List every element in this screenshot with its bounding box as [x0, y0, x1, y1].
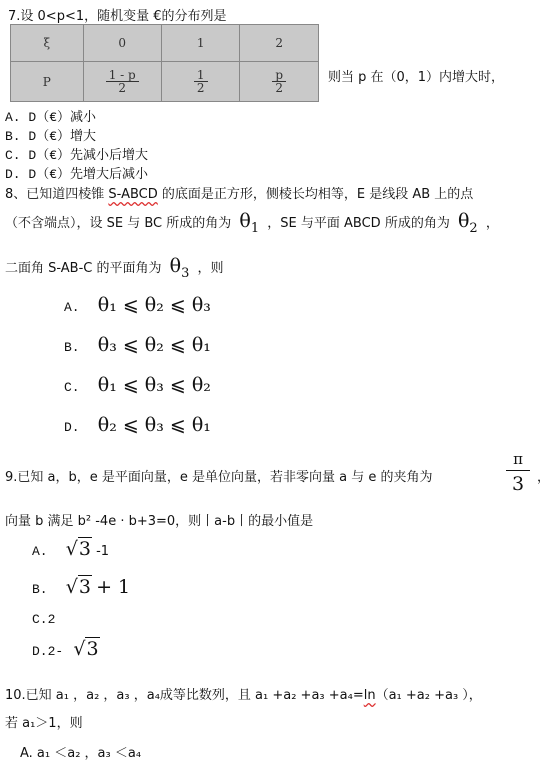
- theta-glyph: θ: [239, 210, 251, 232]
- theta2-symbol: [457, 210, 478, 236]
- fraction-numerator: π: [506, 450, 530, 471]
- table-cell: 2: [240, 25, 319, 62]
- q9-option-d: [32, 638, 100, 660]
- option-expression: θ₁ ⩽ θ₂ ⩽ θ₃: [97, 294, 211, 316]
- table-cell: [83, 62, 161, 102]
- q8-text: 8、已知道四棱锥: [5, 187, 109, 202]
- table-cell: 1: [161, 25, 239, 62]
- fraction: [194, 69, 208, 95]
- q10-line2: 若 a₁＞1，则: [5, 716, 83, 731]
- q8-option-c: [64, 374, 211, 396]
- q8-line2: [5, 210, 499, 236]
- radicand: 3: [86, 638, 99, 660]
- table-cell: [240, 62, 319, 102]
- q7-option-a: A. D（€）减小: [5, 110, 97, 125]
- q10-text: 10.已知 a₁ ，a₂ ，a₃ ，a₄成等比数列，且 a₁ +a₂ +a₃ +a₄=: [5, 688, 364, 703]
- q8-pyramid-name: S-ABCD: [108, 187, 158, 202]
- fraction-denominator: 2: [118, 81, 127, 96]
- theta-glyph: θ: [169, 255, 182, 277]
- theta1-symbol: [239, 210, 260, 236]
- option-expression: θ₃ ⩽ θ₂ ⩽ θ₁: [97, 334, 211, 356]
- q9-line1-end: ，: [537, 470, 551, 485]
- option-label: A.: [32, 544, 48, 559]
- sqrt-expression: √3: [73, 638, 99, 660]
- theta3-symbol: [169, 255, 190, 281]
- fraction-numerator: 1 - p: [106, 69, 139, 83]
- q8-text: ，: [485, 216, 499, 231]
- q8-text: 的底面是正方形，侧棱长均相等，E 是线段 AB 上的点: [157, 187, 474, 202]
- distribution-table: [10, 24, 319, 102]
- fraction-denominator: 2: [275, 81, 284, 96]
- sqrt-expression: √3: [65, 538, 91, 560]
- q8-line3: [5, 255, 224, 281]
- option-label: C.: [64, 380, 80, 395]
- option-label: D.: [64, 420, 80, 435]
- q8-text: 二面角 S-AB-C 的平面角为: [5, 261, 162, 276]
- theta-glyph: θ: [457, 210, 470, 232]
- theta-subscript: 3: [181, 265, 190, 281]
- fraction-denominator: 3: [511, 473, 525, 495]
- radicand: 3: [78, 576, 91, 598]
- q9-option-a: [32, 538, 109, 560]
- q8-text: （不含端点），设 SE 与 BC 所成的角为: [5, 216, 232, 231]
- q8-text: ，则: [197, 261, 224, 276]
- q9-option-c: C.2: [32, 612, 56, 627]
- q10-option-a: A. a₁ ＜a₂ ，a₃ ＜a₄: [20, 746, 142, 761]
- option-expression: θ₁ ⩽ θ₃ ⩽ θ₂: [97, 374, 211, 396]
- option-label: A.: [64, 300, 80, 315]
- q9-line2: 向量 b 满足 b² -4e · b+3=0，则丨a-b丨的最小值是: [5, 514, 314, 529]
- q8-line1: [5, 183, 473, 202]
- option-tail: -1: [96, 544, 110, 559]
- option-tail: + 1: [96, 576, 131, 598]
- q7-option-d: D. D（€）先增大后减小: [5, 167, 149, 182]
- q7-after-table: 则当 p 在（0，1）内增大时，: [328, 70, 505, 85]
- q10-line1: [5, 684, 482, 703]
- option-label: D.2-: [32, 644, 64, 659]
- q7-option-b: B. D（€）增大: [5, 129, 97, 144]
- q8-option-a: [64, 294, 211, 316]
- option-label: B.: [32, 582, 48, 597]
- table-cell: 0: [83, 25, 161, 62]
- fraction-numerator: p: [272, 69, 286, 83]
- theta-subscript: 1: [250, 220, 260, 236]
- option-label: B.: [64, 340, 80, 355]
- fraction: [272, 69, 286, 95]
- table-cell: P: [11, 62, 84, 102]
- theta-subscript: 2: [469, 220, 478, 236]
- fraction-denominator: 2: [196, 81, 205, 96]
- q7-option-c: C. D（€）先减小后增大: [5, 148, 149, 163]
- table-cell: [161, 62, 239, 102]
- fraction: [106, 69, 139, 95]
- q8-option-b: [64, 334, 211, 356]
- option-expression: θ₂ ⩽ θ₃ ⩽ θ₁: [97, 414, 211, 436]
- pi-over-3-fraction: [506, 450, 530, 495]
- radicand: 3: [78, 538, 91, 560]
- sqrt-expression: √3: [65, 576, 91, 598]
- fraction-numerator: 1: [194, 69, 208, 83]
- ln-function: ln: [363, 688, 376, 703]
- q10-text: （a₁ +a₂ +a₃ ），: [375, 688, 482, 703]
- q8-text: ，SE 与平面 ABCD 所成的角为: [267, 216, 450, 231]
- q8-option-d: [64, 414, 211, 436]
- q9-line1: 9.已知 a，b，e 是平面向量，e 是单位向量，若非零向量 a 与 e 的夹角为: [5, 470, 433, 485]
- table-cell: ξ: [11, 25, 84, 62]
- q9-option-b: [32, 576, 130, 598]
- q7-stem: 7.设 0<p<1，随机变量 €的分布列是: [8, 9, 227, 24]
